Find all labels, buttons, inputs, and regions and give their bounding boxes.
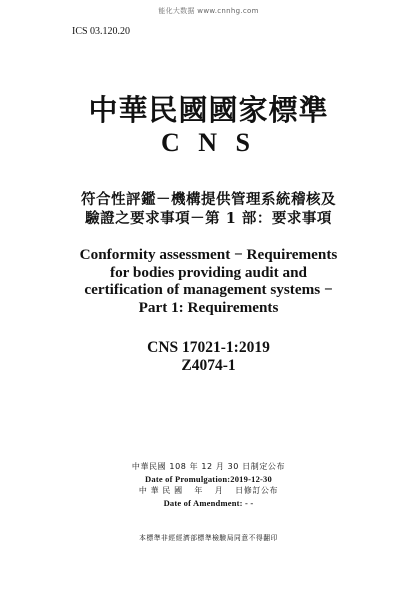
english-title-line-3: certification of management systems −: [84, 281, 333, 298]
amendment-date-zh: 中 華 民 國 年 月 日修訂公布: [138, 486, 279, 495]
promulgation-date-zh: 中華民國 108 年 12 月 30 日制定公布: [131, 462, 286, 471]
chinese-title-line-1: 符合性評鑑－機構提供管理系統稽核及: [81, 191, 336, 208]
copyright-notice: 本標準非經經濟部標準檢驗局同意不得翻印: [139, 534, 278, 542]
standard-number: CNS 17021-1:2019: [147, 339, 270, 356]
date-block: [0, 461, 417, 509]
ics-code: ICS 03.120.20: [72, 26, 131, 37]
english-title-line-2: for bodies providing audit and: [110, 263, 307, 281]
org-title: 中華民國國家標準: [88, 93, 329, 127]
classification-code: Z4074-1: [181, 357, 236, 374]
chinese-title-line-2: 驗證之要求事項－第 1 部：要求事項: [85, 210, 332, 227]
amendment-date-en: Date of Amendment: - -: [163, 498, 254, 508]
english-title-line-4: Part 1: Requirements: [138, 298, 279, 316]
promulgation-date-en: Date of Promulgation:2019-12-30: [145, 474, 272, 484]
standard-number-block: [0, 339, 417, 375]
chinese-title: [0, 190, 417, 228]
english-title: [0, 246, 417, 316]
watermark-text: 能化大数据 www.cnnhg.com: [158, 7, 259, 15]
english-title-line-1: Conformity assessment − Requirements: [79, 246, 338, 263]
cns-label: C N S: [160, 128, 256, 157]
